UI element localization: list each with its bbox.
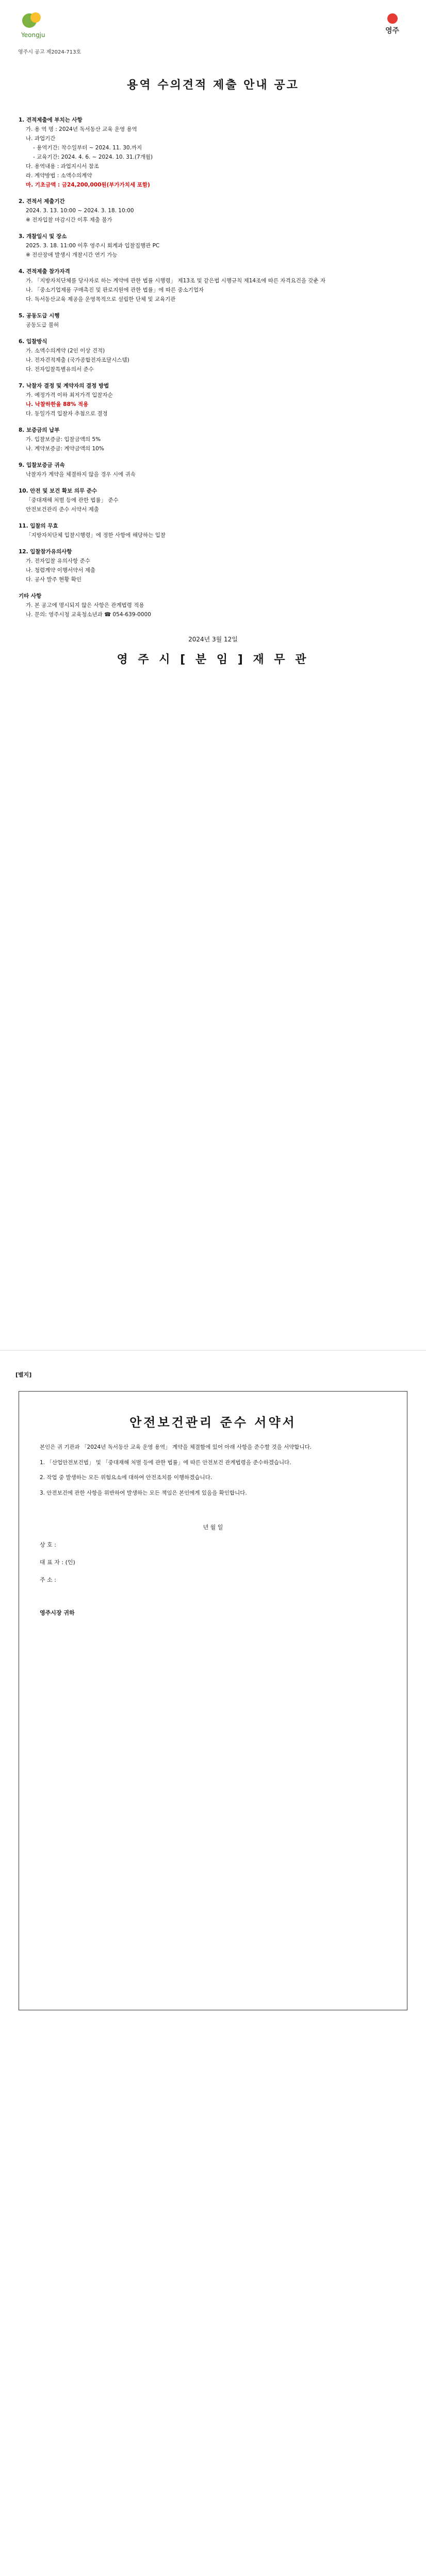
- page-title: 용역 수의견적 제출 안내 공고: [127, 79, 299, 92]
- city-logo: [18, 9, 64, 40]
- section-heading: 기타 사항: [19, 593, 42, 599]
- pledge-paragraph: 본인은 귀 기관과 「2024년 독서동산 교육 운영 용역」 계약을 체결함에 있어 아래 사항을 준수할 것을 서약합니다.: [40, 1444, 312, 1450]
- section-heading: 11. 입찰의 무효: [19, 523, 58, 529]
- section-heading: 7. 낙찰자 결정 및 계약자의 결정 방법: [19, 383, 109, 389]
- pledge-body: [19, 1443, 407, 1498]
- section-line: 나. 과업기간: [26, 135, 56, 142]
- section-line: 나. 계약보증금: 계약금액의 10%: [26, 446, 104, 452]
- document-number: 영주시 공고 제2024-713호: [18, 49, 81, 55]
- slogan-logo-text: 영주: [385, 27, 400, 35]
- section-line: 나. 전자견적제출 (국가종합전자조달시스템): [26, 357, 129, 363]
- section-heading: 2. 견적서 제출기간: [19, 198, 65, 205]
- pledge-title: 안전보건관리 준수 서약서: [129, 1415, 297, 1430]
- section-line: 가. 전자입찰 유의사항 준수: [26, 558, 90, 564]
- section-heading: 8. 보증금의 납부: [19, 427, 60, 433]
- attachment-label: [별지]: [15, 1371, 32, 1378]
- section-line: 라. 계약방법 : 소액수의계약: [26, 173, 92, 179]
- section-line: 공동도급 불허: [26, 322, 59, 328]
- section-line: 안전보건관리 준수 서약서 제출: [26, 506, 99, 513]
- section-line: - 용역기간: 착수일부터 ~ 2024. 11. 30.까지: [33, 145, 142, 151]
- pledge-paragraph: 1. 「산업안전보건법」 및 「중대재해 처벌 등에 관한 법률」에 따른 안전보건 관계법령을 준수하겠습니다.: [40, 1459, 291, 1466]
- section-heading: 5. 공동도급 시행: [19, 313, 60, 319]
- section-heading: 3. 개찰일시 및 장소: [19, 233, 67, 240]
- section-line: 가. 소액수의계약 (2인 이상 견적): [26, 348, 105, 354]
- section-line: 다. 용역내용 : 과업지시서 참조: [26, 163, 99, 170]
- section-line: ※ 전산장애 발생시 개찰시간 연기 가능: [26, 252, 118, 258]
- section-line: 가. 「지방자치단체를 당사자로 하는 계약에 관한 법률 시행령」 제13조 및 같은법 시행규칙 제14조에 따른 자격요건을 갖춘 자: [26, 278, 326, 284]
- city-logo-text: Yeongju: [21, 31, 45, 39]
- section-line: 다. 동일가격 입찰자 추첨으로 결정: [26, 411, 108, 417]
- section-line: 다. 전자입찰특별유의서 준수: [26, 366, 94, 372]
- section-line: 나. 낙찰하한율 88% 적용: [26, 401, 89, 408]
- section-line: 마. 기초금액 : 금24,200,000원(부가가치세 포함): [26, 182, 150, 188]
- section-heading: 10. 안전 및 보건 확보 의무 준수: [19, 488, 97, 494]
- pledge-form: [19, 1391, 407, 2010]
- announcement-date: 2024년 3월 12일: [188, 636, 238, 643]
- issuing-authority: 영 주 시 [ 분 임 ] 재 무 관: [117, 653, 309, 666]
- section-line: 「지방자치단체 입찰시행령」에 정한 사항에 해당하는 입찰: [26, 532, 166, 538]
- section-line: 가. 본 공고에 명시되지 않은 사항은 관계법령 적용: [26, 602, 144, 608]
- section-heading: 1. 견적제출에 부치는 사항: [19, 117, 83, 123]
- pledge-paragraph: 2. 작업 중 발생하는 모든 위험요소에 대하여 안전조치를 이행하겠습니다.: [40, 1475, 212, 1481]
- slogan-logo: [362, 9, 408, 40]
- section-line: 나. 「중소기업제품 구매촉진 및 판로지원에 관한 법률」에 따른 중소기업자: [26, 287, 204, 293]
- section-line: 다. 독서동산교육 제공을 운영목적으로 설립한 단체 및 교육기관: [26, 296, 176, 302]
- section-line: 가. 예정가격 이하 최저가격 입찰자순: [26, 392, 113, 398]
- pledge-date: 년 월 일: [203, 1523, 223, 1531]
- section-line: 2024. 3. 13. 10:00 ~ 2024. 3. 18. 10:00: [26, 208, 134, 214]
- section-heading: 9. 입찰보증금 귀속: [19, 462, 65, 468]
- section-line: 다. 공사 발주 현황 확인: [26, 577, 81, 583]
- section-heading: 12. 입찰참가유의사항: [19, 549, 72, 555]
- section-line: 낙찰자가 계약을 체결하지 않을 경우 시에 귀속: [26, 471, 136, 478]
- pledge-sign-line: 주 소 :: [40, 1576, 56, 1583]
- pledge-sign-lines: [40, 1536, 386, 1589]
- section-line: 나. 문의: 영주시청 교육청소년과 ☎ 054-639-0000: [26, 612, 151, 618]
- pledge-signature: [19, 1519, 407, 1622]
- section-line: 가. 용 역 명 : 2024년 독서동산 교육 운영 용역: [26, 126, 137, 132]
- pledge-recipient: 영주시장 귀하: [40, 1609, 75, 1616]
- page-divider: [0, 1350, 426, 1351]
- announcement-body: [19, 108, 407, 665]
- pledge-sign-line: 대 표 자 : (인): [40, 1558, 75, 1566]
- section-line: ※ 전자입찰 마감시간 이후 제출 불가: [26, 217, 112, 223]
- section-line: 「중대재해 처벌 등에 관한 법률」 준수: [26, 497, 119, 503]
- section-line: 가. 입찰보증금: 입찰금액의 5%: [26, 436, 101, 443]
- pledge-paragraph: 3. 안전보건에 관한 사항을 위반하여 발생하는 모든 책임은 본인에게 있음을 확인합니다.: [40, 1489, 247, 1496]
- section-line: 나. 청렴계약 이행서약서 제출: [26, 567, 96, 573]
- section-heading: 4. 견적제출 참가자격: [19, 268, 70, 275]
- pledge-sign-line: 상 호 :: [40, 1541, 56, 1548]
- section-line: - 교육기간: 2024. 4. 6. ~ 2024. 10. 31.(7개월): [33, 154, 153, 160]
- section-heading: 6. 입찰방식: [19, 338, 47, 345]
- header: [18, 9, 408, 58]
- section-line: 2025. 3. 18. 11:00 이후 영주시 회계과 입찰집행관 PC: [26, 243, 160, 249]
